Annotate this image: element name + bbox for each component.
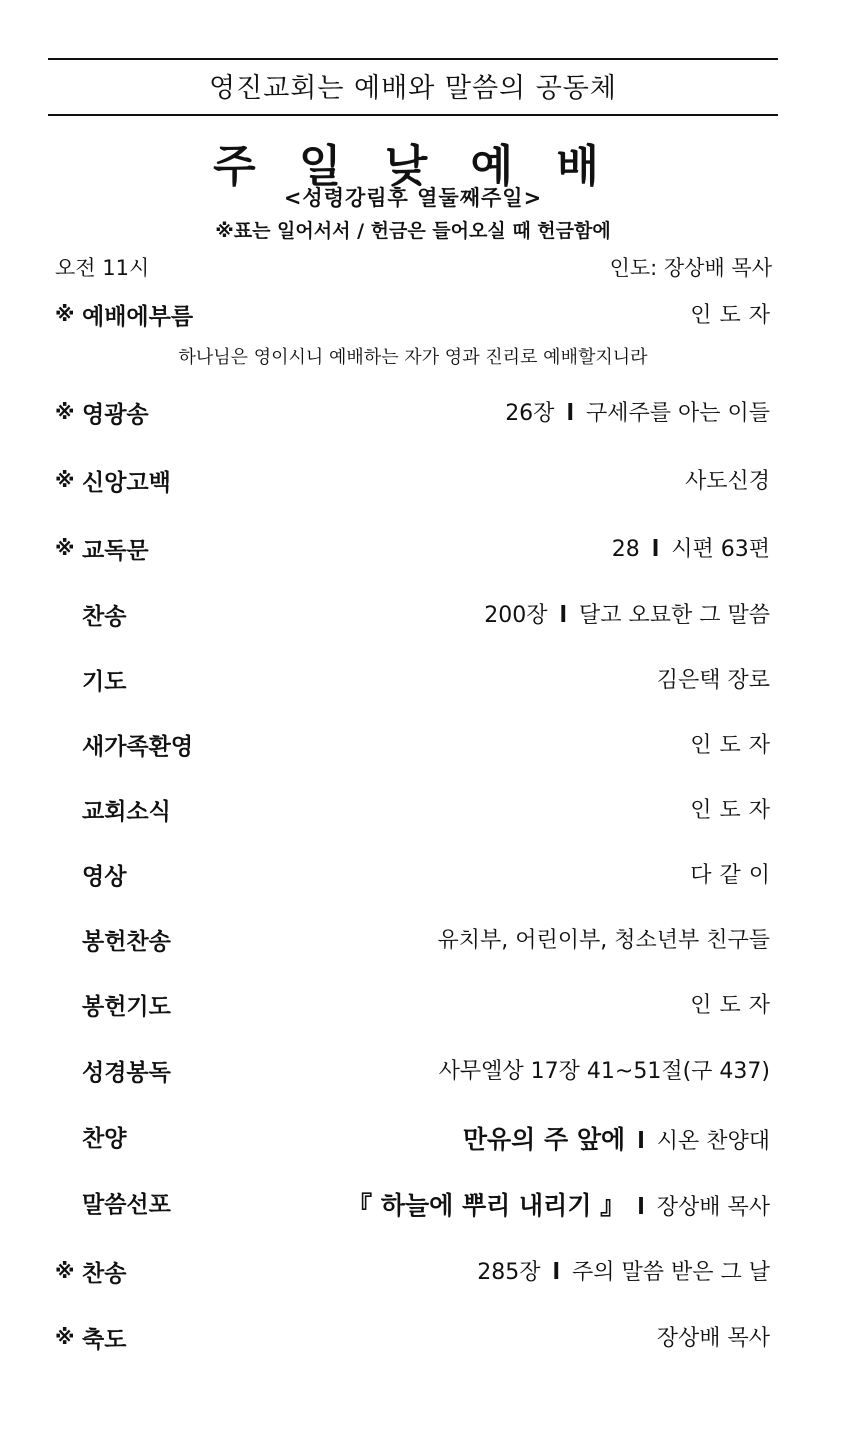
order-item-label: 성경봉독 xyxy=(82,1060,171,1086)
detail-text: 사도신경 xyxy=(684,469,770,494)
order-item-label: 찬양 xyxy=(82,1126,127,1152)
order-item-detail xyxy=(690,298,778,329)
standing-offering-note: ※표는 일어서서 / 헌금은 들어오실 때 헌금함에 xyxy=(215,220,611,242)
order-item-detail xyxy=(685,464,770,495)
hymn-number: 200장 xyxy=(484,603,548,628)
separator: l xyxy=(637,1195,645,1220)
motto-underline-rule xyxy=(48,114,778,116)
detail-text: 인도자 xyxy=(690,303,778,328)
order-item-detail xyxy=(484,598,770,629)
detail-text: 장상배 목사 xyxy=(656,1326,770,1351)
standing-mark: ※ xyxy=(55,400,75,424)
order-item-label: 신앙고백 xyxy=(82,470,171,496)
order-item-label: 말씀선포 xyxy=(82,1192,171,1218)
detail-text: 시편 63편 xyxy=(671,537,770,562)
separator: l xyxy=(552,1260,560,1285)
order-item-detail xyxy=(690,988,778,1019)
hymn-number: 26장 xyxy=(505,401,555,426)
detail-text: 시온 찬양대 xyxy=(656,1129,770,1154)
order-item-detail xyxy=(612,532,770,563)
separator: l xyxy=(651,537,660,562)
order-item-label: 찬송 xyxy=(82,1261,127,1287)
detail-text: 유치부, 어린이부, 청소년부 친구들 xyxy=(437,928,770,953)
order-item-detail xyxy=(347,1186,770,1222)
order-item-benediction xyxy=(0,1319,860,1359)
hymn-number: 285장 xyxy=(477,1260,541,1285)
order-item-video xyxy=(0,856,860,896)
separator: l xyxy=(637,1129,645,1154)
standing-mark: ※ xyxy=(55,302,75,326)
order-item-label: 축도 xyxy=(82,1327,127,1353)
detail-text: 인도자 xyxy=(690,798,778,823)
service-time: 오전 11시 xyxy=(55,256,150,280)
service-leader: 인도: 장상배 목사 xyxy=(609,256,772,280)
page-title: 주 일 낮 예 배 xyxy=(213,141,613,192)
order-item-label: 봉헌찬송 xyxy=(82,929,171,955)
detail-text: 장상배 목사 xyxy=(656,1195,770,1220)
order-item-closing-hymn xyxy=(0,1253,860,1293)
order-item-sermon xyxy=(0,1184,860,1224)
order-item-detail xyxy=(477,1255,770,1286)
order-item-label: 영광송 xyxy=(82,402,149,428)
detail-text: 인도자 xyxy=(690,993,778,1018)
order-item-offering-hymn xyxy=(0,921,860,961)
order-item-detail xyxy=(505,396,770,427)
order-item-detail xyxy=(657,663,770,694)
order-item-call-to-worship xyxy=(0,296,860,336)
detail-text: 다같이 xyxy=(690,863,778,888)
order-item-label: 교회소식 xyxy=(82,799,171,825)
liturgical-subtitle: <성령강림후 열둘째주일> xyxy=(283,186,543,210)
order-item-detail xyxy=(463,1120,770,1156)
order-item-label: 영상 xyxy=(82,864,127,890)
order-item-gloria-patri xyxy=(0,394,860,434)
standing-mark: ※ xyxy=(55,536,75,560)
detail-text: 구세주를 아는 이들 xyxy=(585,401,770,426)
separator: l xyxy=(559,603,567,628)
order-item-prayer xyxy=(0,661,860,701)
order-item-label: 예배에부름 xyxy=(82,304,194,330)
order-item-label: 교독문 xyxy=(82,538,149,564)
order-item-label: 기도 xyxy=(82,669,127,695)
order-item-detail xyxy=(690,858,778,889)
order-item-detail xyxy=(690,728,778,759)
order-item-scripture-reading xyxy=(0,1052,860,1092)
standing-mark: ※ xyxy=(55,1259,75,1283)
order-item-label: 찬송 xyxy=(82,604,127,630)
order-item-offering-prayer xyxy=(0,986,860,1026)
detail-text: 사무엘상 17장 41~51절(구 437) xyxy=(438,1059,770,1084)
order-item-church-news xyxy=(0,791,860,831)
church-motto: 영진교회는 예배와 말씀의 공동체 xyxy=(209,73,617,104)
sermon-title: 『 하늘에 뿌리 내리기 』 xyxy=(347,1191,626,1220)
call-to-worship-verse: 하나님은 영이시니 예배하는 자가 영과 진리로 예배할지니라 xyxy=(178,347,648,368)
order-item-detail xyxy=(690,793,778,824)
order-item-responsive-reading xyxy=(0,530,860,570)
detail-text: 김은택 장로 xyxy=(656,668,770,693)
detail-text: 주의 말씀 받은 그 날 xyxy=(572,1260,770,1285)
top-rule xyxy=(48,58,778,60)
anthem-title: 만유의 주 앞에 xyxy=(462,1125,626,1154)
reading-number: 28 xyxy=(611,537,640,562)
order-item-label: 봉헌기도 xyxy=(82,994,171,1020)
order-item-detail xyxy=(439,1054,770,1085)
order-item-new-family-welcome xyxy=(0,726,860,766)
detail-text: 달고 오묘한 그 말씀 xyxy=(579,603,770,628)
standing-mark: ※ xyxy=(55,1325,75,1349)
order-item-label: 새가족환영 xyxy=(82,734,194,760)
order-item-detail xyxy=(438,923,771,954)
standing-mark: ※ xyxy=(55,468,75,492)
detail-text: 인도자 xyxy=(690,733,778,758)
order-item-hymn xyxy=(0,596,860,636)
order-item-creed xyxy=(0,462,860,502)
order-item-choir-anthem xyxy=(0,1118,860,1158)
separator: l xyxy=(566,401,574,426)
order-item-detail xyxy=(657,1321,770,1352)
